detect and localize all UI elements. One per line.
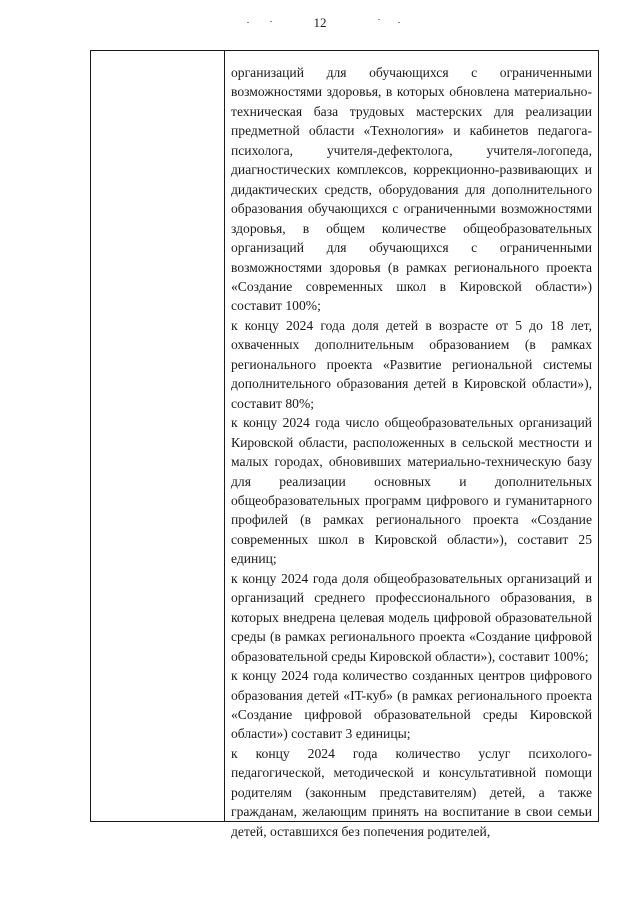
scan-speck [270, 21, 272, 22]
paragraph-6: к концу 2024 года количество услуг психолого-педагогической, методической и консультативной помощи родителям (законным представителям) детей, а также гражданам, желающим принять на воспитание в свои семьи детей, оставшихся без попечения родителей, [231, 745, 592, 839]
paragraph-5: к концу 2024 года количество созданных центров цифрового образования детей «IT-куб» (в рамках регионального проекта «Создание цифровой образовательной среды Кировской области») составит 3 единицы; [231, 668, 592, 742]
page-number: 12 [313, 15, 327, 30]
paragraph-2: к концу 2024 года доля детей в возрасте от 5 до 18 лет, охваченных дополнительным образованием (в рамках регионального проекта «Развитие региональной системы дополнительного образования детей в Кировской области»), составит 80%; [231, 317, 592, 411]
scan-speck [378, 19, 380, 20]
document-table [90, 50, 599, 839]
paragraph-3: к концу 2024 года число общеобразовательных организаций Кировской области, расположенных в сельской местности и малых городах, обновивших материально-техническую базу для реализации основных и дополнительных общеобразовательных программ цифрового и гуманитарного профилей (в рамках регионального проекта «Создание современных школ в Кировской области»), составит 25 единиц; [231, 415, 592, 567]
paragraph-1: организаций для обучающихся с ограниченными возможностями здоровья, в которых обновлена материально-техническая база трудовых мастерских для реализации предметной области «Технология» и кабинетов педагога-психолога, учителя-дефектолога, учителя-логопеда, диагностических комплексов, коррекционно-развивающих и дидактических средств, оборудования для дополнительного образования обучающихся с ограниченными возможностями здоровья, в общем количестве общеобразовательных организаций для обучающихся с ограниченными возможностями здоровья (в рамках регионального проекта «Создание современных школ в Кировской области») составит 100%; [231, 65, 592, 314]
scan-speck [247, 22, 249, 23]
paragraph-4: к концу 2024 года доля общеобразовательных организаций и организаций среднего профессионального образования, в которых внедрена целевая модель цифровой образовательной среды (в рамках регионального проекта «Создание цифровой образовательной среды Кировской области»), составит 100%; [231, 570, 592, 664]
table-right-column [231, 63, 592, 841]
scan-speck [398, 22, 400, 23]
table-left-column [91, 51, 225, 821]
